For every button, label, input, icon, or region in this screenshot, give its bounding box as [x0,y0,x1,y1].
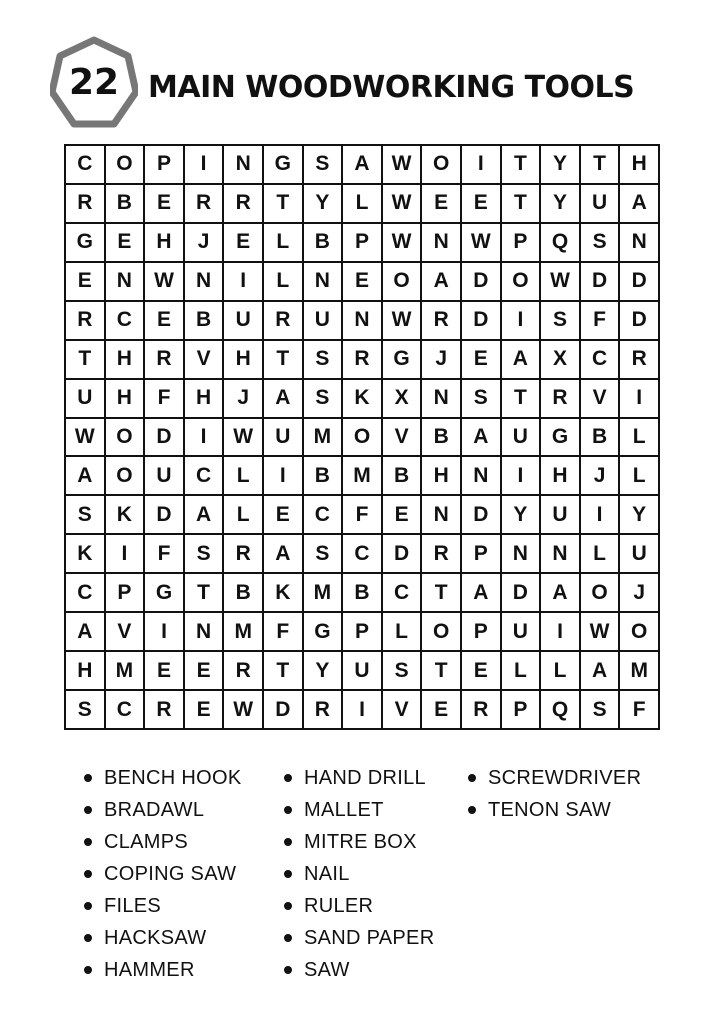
grid-cell[interactable]: E [143,300,183,339]
grid-cell[interactable]: W [222,689,262,728]
grid-cell[interactable]: H [143,222,183,261]
grid-cell[interactable]: W [143,261,183,300]
grid-cell[interactable]: S [302,144,342,183]
grid-cell[interactable]: R [64,183,104,222]
grid-cell[interactable]: C [579,339,619,378]
bullet-icon [284,806,292,814]
grid-cell[interactable]: X [381,378,421,417]
grid-cell[interactable]: I [500,300,540,339]
grid-cell[interactable]: D [381,533,421,572]
grid-cell[interactable]: S [460,378,500,417]
bullet-icon [84,902,92,910]
grid-cell[interactable]: R [539,378,579,417]
grid-cell[interactable]: J [579,455,619,494]
grid-cell[interactable]: W [460,222,500,261]
grid-cell[interactable]: R [420,300,460,339]
grid-cell[interactable]: G [381,339,421,378]
grid-cell[interactable]: T [500,144,540,183]
grid-cell[interactable]: D [460,300,500,339]
grid-cell[interactable]: U [618,533,658,572]
bullet-icon [284,774,292,782]
bullet-icon [84,774,92,782]
word-list-item [84,858,241,890]
grid-cell[interactable]: D [143,494,183,533]
grid-cell[interactable]: R [64,300,104,339]
bullet-icon [84,806,92,814]
grid-cell[interactable]: W [64,417,104,456]
grid-cell[interactable]: D [460,261,500,300]
grid-cell[interactable]: U [579,183,619,222]
grid-cell[interactable]: A [183,494,223,533]
grid-cell[interactable]: W [381,144,421,183]
grid-cell[interactable]: S [183,533,223,572]
grid-cell[interactable]: C [341,533,381,572]
grid-cell[interactable]: K [341,378,381,417]
word-list-item [84,794,241,826]
bullet-icon [84,934,92,942]
grid-cell[interactable]: D [618,300,658,339]
grid-cell[interactable]: E [64,261,104,300]
grid-cell[interactable]: D [143,417,183,456]
grid-cell[interactable]: M [341,455,381,494]
grid-cell[interactable]: A [539,572,579,611]
grid-cell[interactable]: N [104,261,144,300]
grid-cell[interactable]: C [302,494,342,533]
grid-cell[interactable]: P [143,144,183,183]
grid-cell[interactable]: R [183,183,223,222]
grid-cell[interactable]: Y [618,494,658,533]
grid-cell[interactable]: N [420,494,460,533]
grid-cell[interactable]: A [460,417,500,456]
grid-cell[interactable]: Y [500,494,540,533]
grid-cell[interactable]: R [460,689,500,728]
grid-cell[interactable]: I [500,455,540,494]
grid-cell[interactable]: T [500,378,540,417]
grid-cell[interactable]: A [64,455,104,494]
grid-cell[interactable]: T [183,572,223,611]
grid-cell[interactable]: X [539,339,579,378]
grid-cell[interactable]: O [341,417,381,456]
word-label: SCREWDRIVER [488,766,642,789]
word-list-item [84,922,241,954]
grid-cell[interactable]: E [104,222,144,261]
grid-cell[interactable]: O [104,144,144,183]
grid-cell[interactable]: L [500,650,540,689]
word-list-item [284,826,434,858]
grid-cell[interactable]: R [420,533,460,572]
grid-cell[interactable]: J [183,222,223,261]
grid-cell[interactable]: E [183,650,223,689]
grid-cell[interactable]: T [262,339,302,378]
grid-cell[interactable]: B [341,572,381,611]
grid-cell[interactable]: A [64,611,104,650]
grid-cell[interactable]: E [143,183,183,222]
grid-cell[interactable]: U [341,650,381,689]
grid-cell[interactable]: E [460,339,500,378]
grid-cell[interactable]: E [262,494,302,533]
grid-cell[interactable]: V [381,689,421,728]
grid-cell[interactable]: B [104,183,144,222]
grid-cell[interactable]: I [183,417,223,456]
word-label: CLAMPS [104,830,189,853]
grid-cell[interactable]: B [579,417,619,456]
grid-cell[interactable]: T [420,650,460,689]
grid-cell[interactable]: Y [539,144,579,183]
grid-cell[interactable]: E [460,183,500,222]
grid-cell[interactable]: J [420,339,460,378]
word-label: TENON SAW [488,798,612,821]
grid-cell[interactable]: H [420,455,460,494]
grid-cell[interactable]: L [262,222,302,261]
grid-cell[interactable]: C [381,572,421,611]
bullet-icon [284,966,292,974]
grid-cell[interactable]: T [420,572,460,611]
grid-cell[interactable]: Q [539,689,579,728]
word-label: FILES [104,894,162,917]
word-label: RULER [304,894,374,917]
grid-cell[interactable]: B [183,300,223,339]
grid-cell[interactable]: C [104,300,144,339]
grid-cell[interactable]: N [222,144,262,183]
word-list-item [284,762,434,794]
grid-cell[interactable]: S [64,494,104,533]
grid-cell[interactable]: N [420,378,460,417]
grid-cell[interactable]: I [143,611,183,650]
bullet-icon [468,774,476,782]
grid-cell[interactable]: T [262,650,302,689]
word-label: COPING SAW [104,862,237,885]
grid-cell[interactable]: F [618,689,658,728]
grid-cell[interactable]: I [262,455,302,494]
grid-cell[interactable]: W [222,417,262,456]
grid-cell[interactable]: T [579,144,619,183]
grid-cell[interactable]: L [341,183,381,222]
grid-cell[interactable]: N [302,261,342,300]
grid-cell[interactable]: R [262,300,302,339]
grid-cell[interactable]: E [460,650,500,689]
bullet-icon [468,806,476,814]
grid-cell[interactable]: L [618,417,658,456]
grid-cell[interactable]: J [618,572,658,611]
grid-cell[interactable]: G [143,572,183,611]
word-label: HAND DRILL [304,766,426,789]
grid-cell[interactable]: L [222,494,262,533]
grid-cell[interactable]: W [381,300,421,339]
grid-cell[interactable]: D [579,261,619,300]
grid-cell[interactable]: V [183,339,223,378]
grid-cell[interactable]: R [222,533,262,572]
grid-cell[interactable]: L [222,455,262,494]
bullet-icon [284,902,292,910]
grid-cell[interactable]: L [539,650,579,689]
grid-cell[interactable]: N [183,611,223,650]
grid-cell[interactable]: U [262,417,302,456]
grid-cell[interactable]: R [302,689,342,728]
grid-cell[interactable]: B [302,455,342,494]
grid-cell[interactable]: T [262,183,302,222]
grid-cell[interactable]: W [381,183,421,222]
grid-cell[interactable]: H [104,339,144,378]
grid-cell[interactable]: A [579,650,619,689]
grid-cell[interactable]: W [579,611,619,650]
grid-cell[interactable]: C [64,144,104,183]
grid-cell[interactable]: U [302,300,342,339]
grid-cell[interactable]: N [500,533,540,572]
grid-cell[interactable]: I [618,378,658,417]
word-list-column [468,762,641,826]
bullet-icon [284,870,292,878]
grid-cell[interactable]: H [183,378,223,417]
grid-cell[interactable]: V [104,611,144,650]
grid-cell[interactable]: D [500,572,540,611]
grid-cell[interactable]: L [579,533,619,572]
grid-cell[interactable]: P [104,572,144,611]
grid-cell[interactable]: K [262,572,302,611]
grid-cell[interactable]: O [420,611,460,650]
bullet-icon [284,934,292,942]
grid-cell[interactable]: F [341,494,381,533]
grid-cell[interactable]: D [460,494,500,533]
grid-cell[interactable]: C [64,572,104,611]
word-label: HAMMER [104,958,195,981]
grid-cell[interactable]: E [420,689,460,728]
grid-cell[interactable]: S [302,378,342,417]
grid-cell[interactable]: I [579,494,619,533]
grid-cell[interactable]: I [460,144,500,183]
word-label: HACKSAW [104,926,207,949]
grid-cell[interactable]: U [500,611,540,650]
puzzle-number-badge [50,36,138,130]
word-label: NAIL [304,862,350,885]
grid-cell[interactable]: M [302,417,342,456]
grid-cell[interactable]: E [381,494,421,533]
grid-cell[interactable]: W [539,261,579,300]
word-list-item [84,826,241,858]
grid-cell[interactable]: H [222,339,262,378]
grid-cell[interactable]: O [500,261,540,300]
grid-cell[interactable]: S [579,222,619,261]
grid-cell[interactable]: H [618,144,658,183]
grid-cell[interactable]: R [341,339,381,378]
grid-cell[interactable]: O [381,261,421,300]
grid-cell[interactable]: R [222,183,262,222]
grid-cell[interactable]: N [460,455,500,494]
grid-cell[interactable]: U [500,417,540,456]
grid-cell[interactable]: O [420,144,460,183]
grid-cell[interactable]: E [222,222,262,261]
grid-cell[interactable]: A [460,572,500,611]
grid-cell[interactable]: F [143,378,183,417]
grid-cell[interactable]: N [618,222,658,261]
grid-cell[interactable]: K [64,533,104,572]
grid-cell[interactable]: Q [539,222,579,261]
grid-cell[interactable]: P [500,689,540,728]
grid-cell[interactable]: E [183,689,223,728]
grid-cell[interactable]: O [579,572,619,611]
grid-cell[interactable]: I [341,689,381,728]
grid-cell[interactable]: P [500,222,540,261]
grid-cell[interactable]: Y [302,650,342,689]
grid-cell[interactable]: E [143,650,183,689]
grid-cell[interactable]: A [262,533,302,572]
word-list-item [84,954,241,986]
word-label: BRADAWL [104,798,205,821]
grid-cell[interactable]: G [262,144,302,183]
grid-cell[interactable]: H [539,455,579,494]
grid-cell[interactable]: D [262,689,302,728]
grid-cell[interactable]: U [222,300,262,339]
grid-cell[interactable]: R [143,689,183,728]
grid-cell[interactable]: P [460,611,500,650]
grid-cell[interactable]: G [302,611,342,650]
grid-cell[interactable]: W [381,222,421,261]
grid-cell[interactable]: G [64,222,104,261]
grid-cell[interactable]: I [222,261,262,300]
grid-cell[interactable]: I [104,533,144,572]
grid-cell[interactable]: M [222,611,262,650]
grid-cell[interactable]: N [539,533,579,572]
grid-cell[interactable]: N [183,261,223,300]
bullet-icon [284,838,292,846]
grid-cell[interactable]: S [381,650,421,689]
puzzle-number: 22 [68,62,120,103]
word-list [84,762,664,992]
grid-cell[interactable]: L [262,261,302,300]
word-label: BENCH HOOK [104,766,242,789]
grid-cell[interactable]: S [539,300,579,339]
word-search-grid [64,144,660,730]
word-label: SAND PAPER [304,926,435,949]
grid-cell[interactable]: B [302,222,342,261]
bullet-icon [84,870,92,878]
grid-cell[interactable]: G [539,417,579,456]
grid-cell[interactable]: F [579,300,619,339]
grid-cell[interactable]: S [64,689,104,728]
word-list-item [284,922,434,954]
word-list-item [468,794,641,826]
word-list-item [284,954,434,986]
grid-cell[interactable]: A [262,378,302,417]
grid-cell[interactable]: A [500,339,540,378]
grid-cell[interactable]: H [64,650,104,689]
grid-cell[interactable]: E [341,261,381,300]
grid-cell[interactable]: U [143,455,183,494]
grid-cell[interactable]: N [341,300,381,339]
grid-cell[interactable]: R [143,339,183,378]
grid-cell[interactable]: S [302,533,342,572]
grid-cell[interactable]: S [302,339,342,378]
grid-cell[interactable]: M [618,650,658,689]
grid-cell[interactable]: S [579,689,619,728]
word-list-item [84,762,241,794]
grid-cell[interactable]: K [104,494,144,533]
word-label: MALLET [304,798,384,821]
grid-cell[interactable]: A [618,183,658,222]
grid-cell[interactable]: B [381,455,421,494]
grid-cell[interactable]: U [539,494,579,533]
word-label: SAW [304,958,350,981]
grid-cell[interactable]: V [381,417,421,456]
grid-cell[interactable]: P [460,533,500,572]
grid-cell[interactable]: C [183,455,223,494]
grid-cell[interactable]: M [104,650,144,689]
grid-cell[interactable]: A [420,261,460,300]
grid-cell[interactable]: P [341,222,381,261]
word-list-column [84,762,241,986]
word-list-item [284,794,434,826]
grid-cell[interactable]: H [104,378,144,417]
grid-cell[interactable]: F [143,533,183,572]
grid-cell[interactable]: B [420,417,460,456]
grid-cell[interactable]: C [104,689,144,728]
grid-cell[interactable]: T [500,183,540,222]
grid-cell[interactable]: N [420,222,460,261]
grid-cell[interactable]: J [222,378,262,417]
grid-cell[interactable]: E [420,183,460,222]
grid-cell[interactable]: U [64,378,104,417]
grid-cell[interactable]: L [381,611,421,650]
word-list-item [284,858,434,890]
grid-cell[interactable]: R [222,650,262,689]
bullet-icon [84,966,92,974]
grid-cell[interactable]: T [64,339,104,378]
grid-cell[interactable]: R [618,339,658,378]
word-list-item [284,890,434,922]
grid-cell[interactable]: F [262,611,302,650]
grid-cell[interactable]: Y [302,183,342,222]
grid-cell[interactable]: D [618,261,658,300]
page-title: MAIN WOODWORKING TOOLS [148,70,635,105]
grid-cell[interactable]: P [341,611,381,650]
grid-cell[interactable]: V [579,378,619,417]
grid-cell[interactable]: O [104,417,144,456]
grid-cell[interactable]: B [222,572,262,611]
grid-cell[interactable]: I [539,611,579,650]
grid-cell[interactable]: L [618,455,658,494]
grid-cell[interactable]: M [302,572,342,611]
grid-cell[interactable]: Y [539,183,579,222]
grid-cell[interactable]: A [341,144,381,183]
grid-cell[interactable]: O [618,611,658,650]
word-list-item [84,890,241,922]
word-label: MITRE BOX [304,830,417,853]
bullet-icon [84,838,92,846]
grid-cell[interactable]: I [183,144,223,183]
grid-cell[interactable]: O [104,455,144,494]
word-list-column [284,762,434,986]
word-list-item [468,762,641,794]
